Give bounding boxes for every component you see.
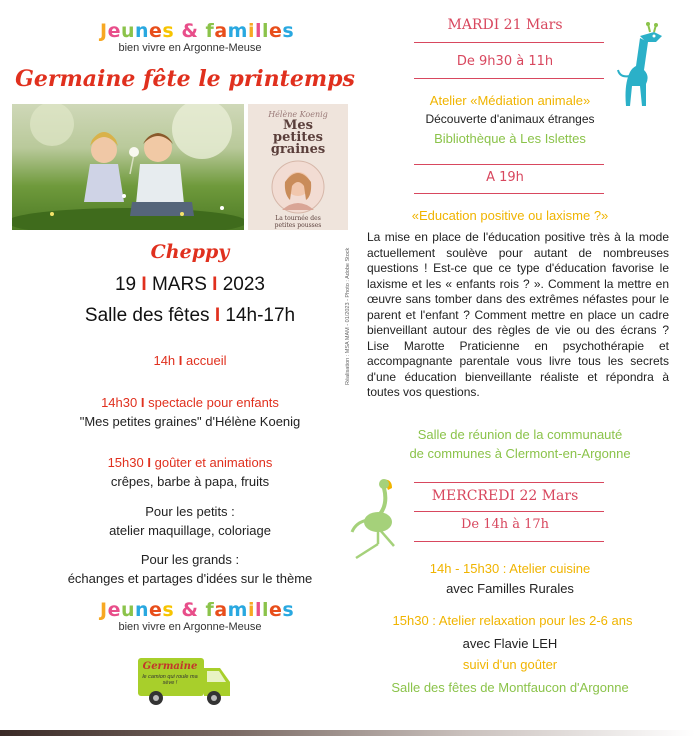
- logo-letter: e: [269, 20, 283, 42]
- logo-letter: m: [227, 599, 248, 621]
- bottom-strip: [0, 730, 695, 736]
- logo-letter: e: [107, 599, 121, 621]
- date-year: 2023: [222, 274, 265, 295]
- separator: I: [141, 274, 147, 295]
- atelier-relax-extra: suivi d'un goûter: [462, 657, 558, 672]
- logo-letter: m: [227, 20, 248, 42]
- logo-letter: u: [120, 20, 135, 42]
- logo-subtitle: bien vivre en Argonne-Meuse: [118, 42, 262, 54]
- logo-letter: n: [135, 599, 150, 621]
- truck-label: Germaine: [142, 661, 198, 672]
- bottom-logo: [100, 599, 295, 633]
- program-time: 14h: [153, 353, 176, 368]
- tuesday-time: De 9h30 à 11h: [456, 54, 554, 69]
- program-time: 14h30: [101, 395, 138, 410]
- logo-subtitle: bien vivre en Argonne-Meuse: [118, 621, 262, 633]
- logo-letter: s: [282, 20, 295, 42]
- top-logo: [100, 20, 295, 54]
- separator: I: [214, 305, 221, 326]
- logo-letter: e: [149, 599, 163, 621]
- book-caption-1: La tournée des: [275, 215, 321, 222]
- divider: [414, 78, 604, 79]
- logo-letter: e: [269, 599, 283, 621]
- talk-place-1: Salle de réunion de la communauté: [417, 427, 623, 442]
- divider: [414, 511, 604, 512]
- atelier-cuisine-title: 14h - 15h30 : Atelier cuisine: [429, 561, 591, 576]
- book-cover: [248, 104, 348, 230]
- grands-heading: Pour les grands :: [140, 552, 240, 567]
- book-caption-2: petites pousses: [274, 222, 322, 229]
- grands-block: [10, 550, 370, 588]
- town-name: Cheppy: [150, 241, 230, 263]
- atelier-relax-with: avec Flavie LEH: [462, 636, 558, 651]
- truck-sublabel: le camion qui roule ma sève !: [142, 674, 198, 686]
- logo-letter: e: [149, 20, 163, 42]
- talk-description: La mise en place de l'éducation positive très à la mode actuellement soulève pour autant de nombreuses questions ! Est-ce que ce type d'éducation favorise le laxisme et les « enfants rois ? ». Comment la mettre en œuvre sans tomber dans des extrêmes néfastes pour le parent et l'enfant ? Comment mettre en place un cadre bienveillant autour des règles de vie ou des écrans ? Lise Marotte Praticienne en psychothérapie et accompagnante parentale vous livre tous les secrets d'une éducation bienveillante réaliste et répondra à toutes vos questions.: [367, 230, 669, 399]
- logo-letter: J: [100, 20, 108, 42]
- logo-letter: s: [162, 599, 175, 621]
- talk-title: «Education positive ou laxisme ?»: [411, 208, 609, 223]
- program-detail: "Mes petites graines" d'Hélène Koenig: [79, 414, 301, 429]
- page-title: Germaine fête le printemps: [15, 66, 355, 92]
- atelier-mediation-desc: Découverte d'animaux étranges: [425, 112, 595, 126]
- grands-text: échanges et partages d'idées sur le thème: [67, 571, 313, 586]
- logo-letter: l: [254, 20, 262, 42]
- logo-letter: f: [205, 599, 215, 621]
- logo-title: [100, 599, 295, 621]
- logo-letter: J: [100, 599, 108, 621]
- divider: [414, 541, 604, 542]
- logo-letter: s: [282, 599, 295, 621]
- program-detail: crêpes, barbe à papa, fruits: [110, 474, 270, 489]
- petits-text: atelier maquillage, coloriage: [109, 523, 271, 538]
- separator: I: [212, 274, 218, 295]
- logo-letter: a: [214, 599, 228, 621]
- separator: I: [147, 455, 151, 470]
- logo-letter: l: [254, 599, 262, 621]
- stork-icon: [344, 474, 408, 564]
- logo-letter: i: [247, 20, 255, 42]
- logo-title: [100, 20, 295, 42]
- program-title: goûter et animations: [154, 455, 273, 470]
- atelier-relax-place: Salle des fêtes de Montfaucon d'Argonne: [391, 680, 629, 695]
- book-title-1: Mes: [283, 118, 313, 133]
- logo-letter: u: [120, 599, 135, 621]
- book-author: Hélène Koenig: [268, 110, 328, 119]
- atelier-relax-title: 15h30 : Atelier relaxation pour les 2-6 ans: [392, 613, 633, 628]
- venue-place: Salle des fêtes: [84, 305, 210, 326]
- children-photo: [12, 104, 244, 230]
- divider: [414, 482, 604, 483]
- book-title-3: graines: [270, 142, 326, 157]
- divider: [414, 164, 604, 165]
- logo-letter: n: [135, 20, 150, 42]
- separator: I: [178, 353, 183, 368]
- wednesday-time: De 14h à 17h: [460, 517, 550, 532]
- divider: [414, 42, 604, 43]
- venue-hours: 14h-17h: [225, 305, 296, 326]
- book-title-2: petites: [273, 130, 323, 145]
- book-portrait: [268, 160, 328, 214]
- logo-letter: i: [247, 599, 255, 621]
- tuesday-day: MARDI 21 Mars: [447, 17, 563, 33]
- logo-letter: a: [214, 20, 228, 42]
- logo-letter: l: [262, 599, 270, 621]
- program-title: spectacle pour enfants: [148, 395, 279, 410]
- atelier-mediation-place: Bibliothèque à Les Islettes: [434, 131, 586, 146]
- program-time: 15h30: [107, 455, 144, 470]
- logo-letter: &: [174, 20, 206, 42]
- date-day: 19: [114, 274, 137, 295]
- petits-block: [20, 502, 360, 540]
- logo-letter: &: [174, 599, 206, 621]
- program-spectacle: [20, 393, 360, 431]
- wednesday-day: MERCREDI 22 Mars: [431, 488, 579, 504]
- event-venue: [20, 305, 360, 327]
- evening-time: A 19h: [486, 170, 524, 185]
- date-month: MARS: [151, 274, 207, 295]
- talk-place-2: de communes à Clermont-en-Argonne: [409, 446, 631, 461]
- photo-credit: Réalisation : MSA MAM - 01/2023 - Photo : Adobe Stock: [345, 247, 351, 385]
- separator: I: [140, 395, 145, 410]
- logo-letter: l: [262, 20, 270, 42]
- program-title: accueil: [186, 353, 227, 368]
- divider: [414, 193, 604, 194]
- logo-letter: s: [162, 20, 175, 42]
- children-illustration: [12, 104, 244, 230]
- petits-heading: Pour les petits :: [145, 504, 235, 519]
- logo-letter: f: [205, 20, 215, 42]
- logo-letter: e: [107, 20, 121, 42]
- event-date: [40, 274, 340, 296]
- atelier-mediation-title: Atelier «Médiation animale»: [429, 93, 591, 108]
- program-gouter: [20, 453, 360, 491]
- atelier-cuisine-with: avec Familles Rurales: [446, 581, 574, 596]
- program-accueil: [20, 353, 360, 368]
